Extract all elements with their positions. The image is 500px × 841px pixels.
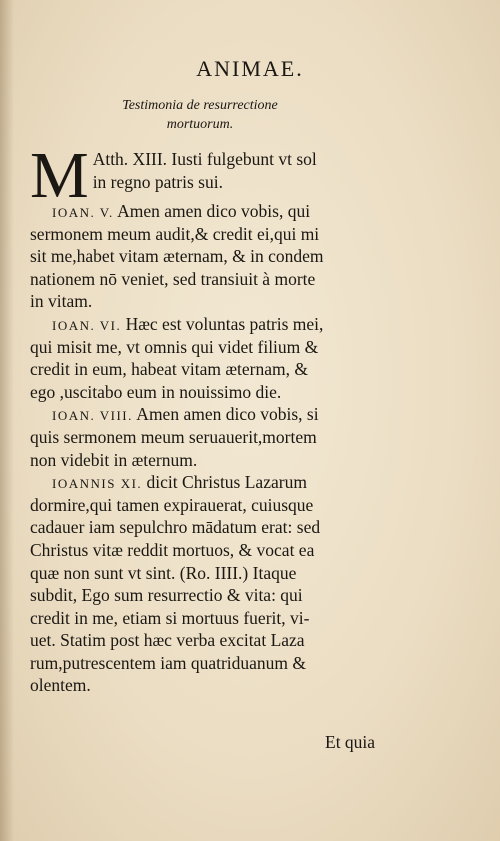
subtitle-line-2: mortuorum. <box>166 117 234 132</box>
text-line: Christus vitæ reddit mortuos, & vocat ea <box>30 539 315 560</box>
text-line <box>30 200 408 223</box>
text-line <box>30 471 408 494</box>
paragraph-john-11 <box>30 471 408 697</box>
text-line: subdit, Ego sum resurrectio & vita: qui <box>30 585 303 606</box>
scripture-reference: IOAN. VI. <box>52 317 122 333</box>
text-line: sermonem meum audit,& credit ei,qui mi <box>30 223 320 244</box>
text-line: in regno patris sui. <box>92 171 223 192</box>
paragraph-john-8 <box>30 403 408 471</box>
text-line: qui misit me, vt omnis qui videt filium & <box>30 336 319 357</box>
text-line <box>30 313 408 336</box>
text-line: non videbit in æternum. <box>30 449 198 470</box>
text-line: credit in me, etiam si mortuus fuerit, vi- <box>30 607 310 628</box>
text-line <box>30 403 408 426</box>
paragraph-john-6 <box>30 313 408 403</box>
text-line: rum,putrescentem iam quatriduanum & <box>30 652 307 673</box>
running-head: ANIMAE. <box>196 56 304 81</box>
text-span: dicit Christus Lazarum <box>142 472 307 493</box>
scripture-reference: IOAN. V. <box>52 205 114 220</box>
body-text <box>30 139 408 697</box>
text-line: olentem. <box>30 675 91 696</box>
text-line: sit me,habet vitam æternam, & in condem <box>30 246 324 267</box>
text-line: dormire,qui tamen expirauerat, cuiusque <box>30 494 314 515</box>
drop-cap: M <box>30 139 89 212</box>
text-line: credit in eum, habeat vitam æternam, & <box>30 359 308 380</box>
scripture-reference: IOANNIS XI. <box>52 476 143 492</box>
subtitle-line-1: Testimonia de resurrectione <box>122 98 278 113</box>
text-line: cadauer iam sepulchro mādatum erat: sed <box>30 517 321 538</box>
page-gutter-shadow <box>0 0 14 841</box>
text-line: in vitam. <box>30 291 93 312</box>
text-span: Hæc est voluntas patris mei, <box>121 313 324 334</box>
text-span: Amen amen dico vobis, si <box>132 404 319 425</box>
catchword: Et quia <box>325 732 376 752</box>
section-subtitle <box>110 96 290 134</box>
text-line: uet. Statim post hæc verba excitat Laza <box>30 630 305 651</box>
scripture-reference: IOAN. VIII. <box>52 408 133 424</box>
text-line: quis sermonem meum seruauerit,mortem <box>30 426 317 447</box>
text-line: quæ non sunt vt sint. (Ro. IIII.) Itaque <box>30 562 297 583</box>
text-line: Atth. XIII. Iusti fulgebunt vt sol <box>92 149 317 169</box>
text-line: nationem nō veniet, sed transiuit à morte <box>30 268 316 289</box>
text-line: ego ,uscitabo eum in nouissimo die. <box>30 381 282 402</box>
text-span: Amen amen dico vobis, qui <box>113 201 311 221</box>
paragraph-john-5 <box>30 200 408 313</box>
